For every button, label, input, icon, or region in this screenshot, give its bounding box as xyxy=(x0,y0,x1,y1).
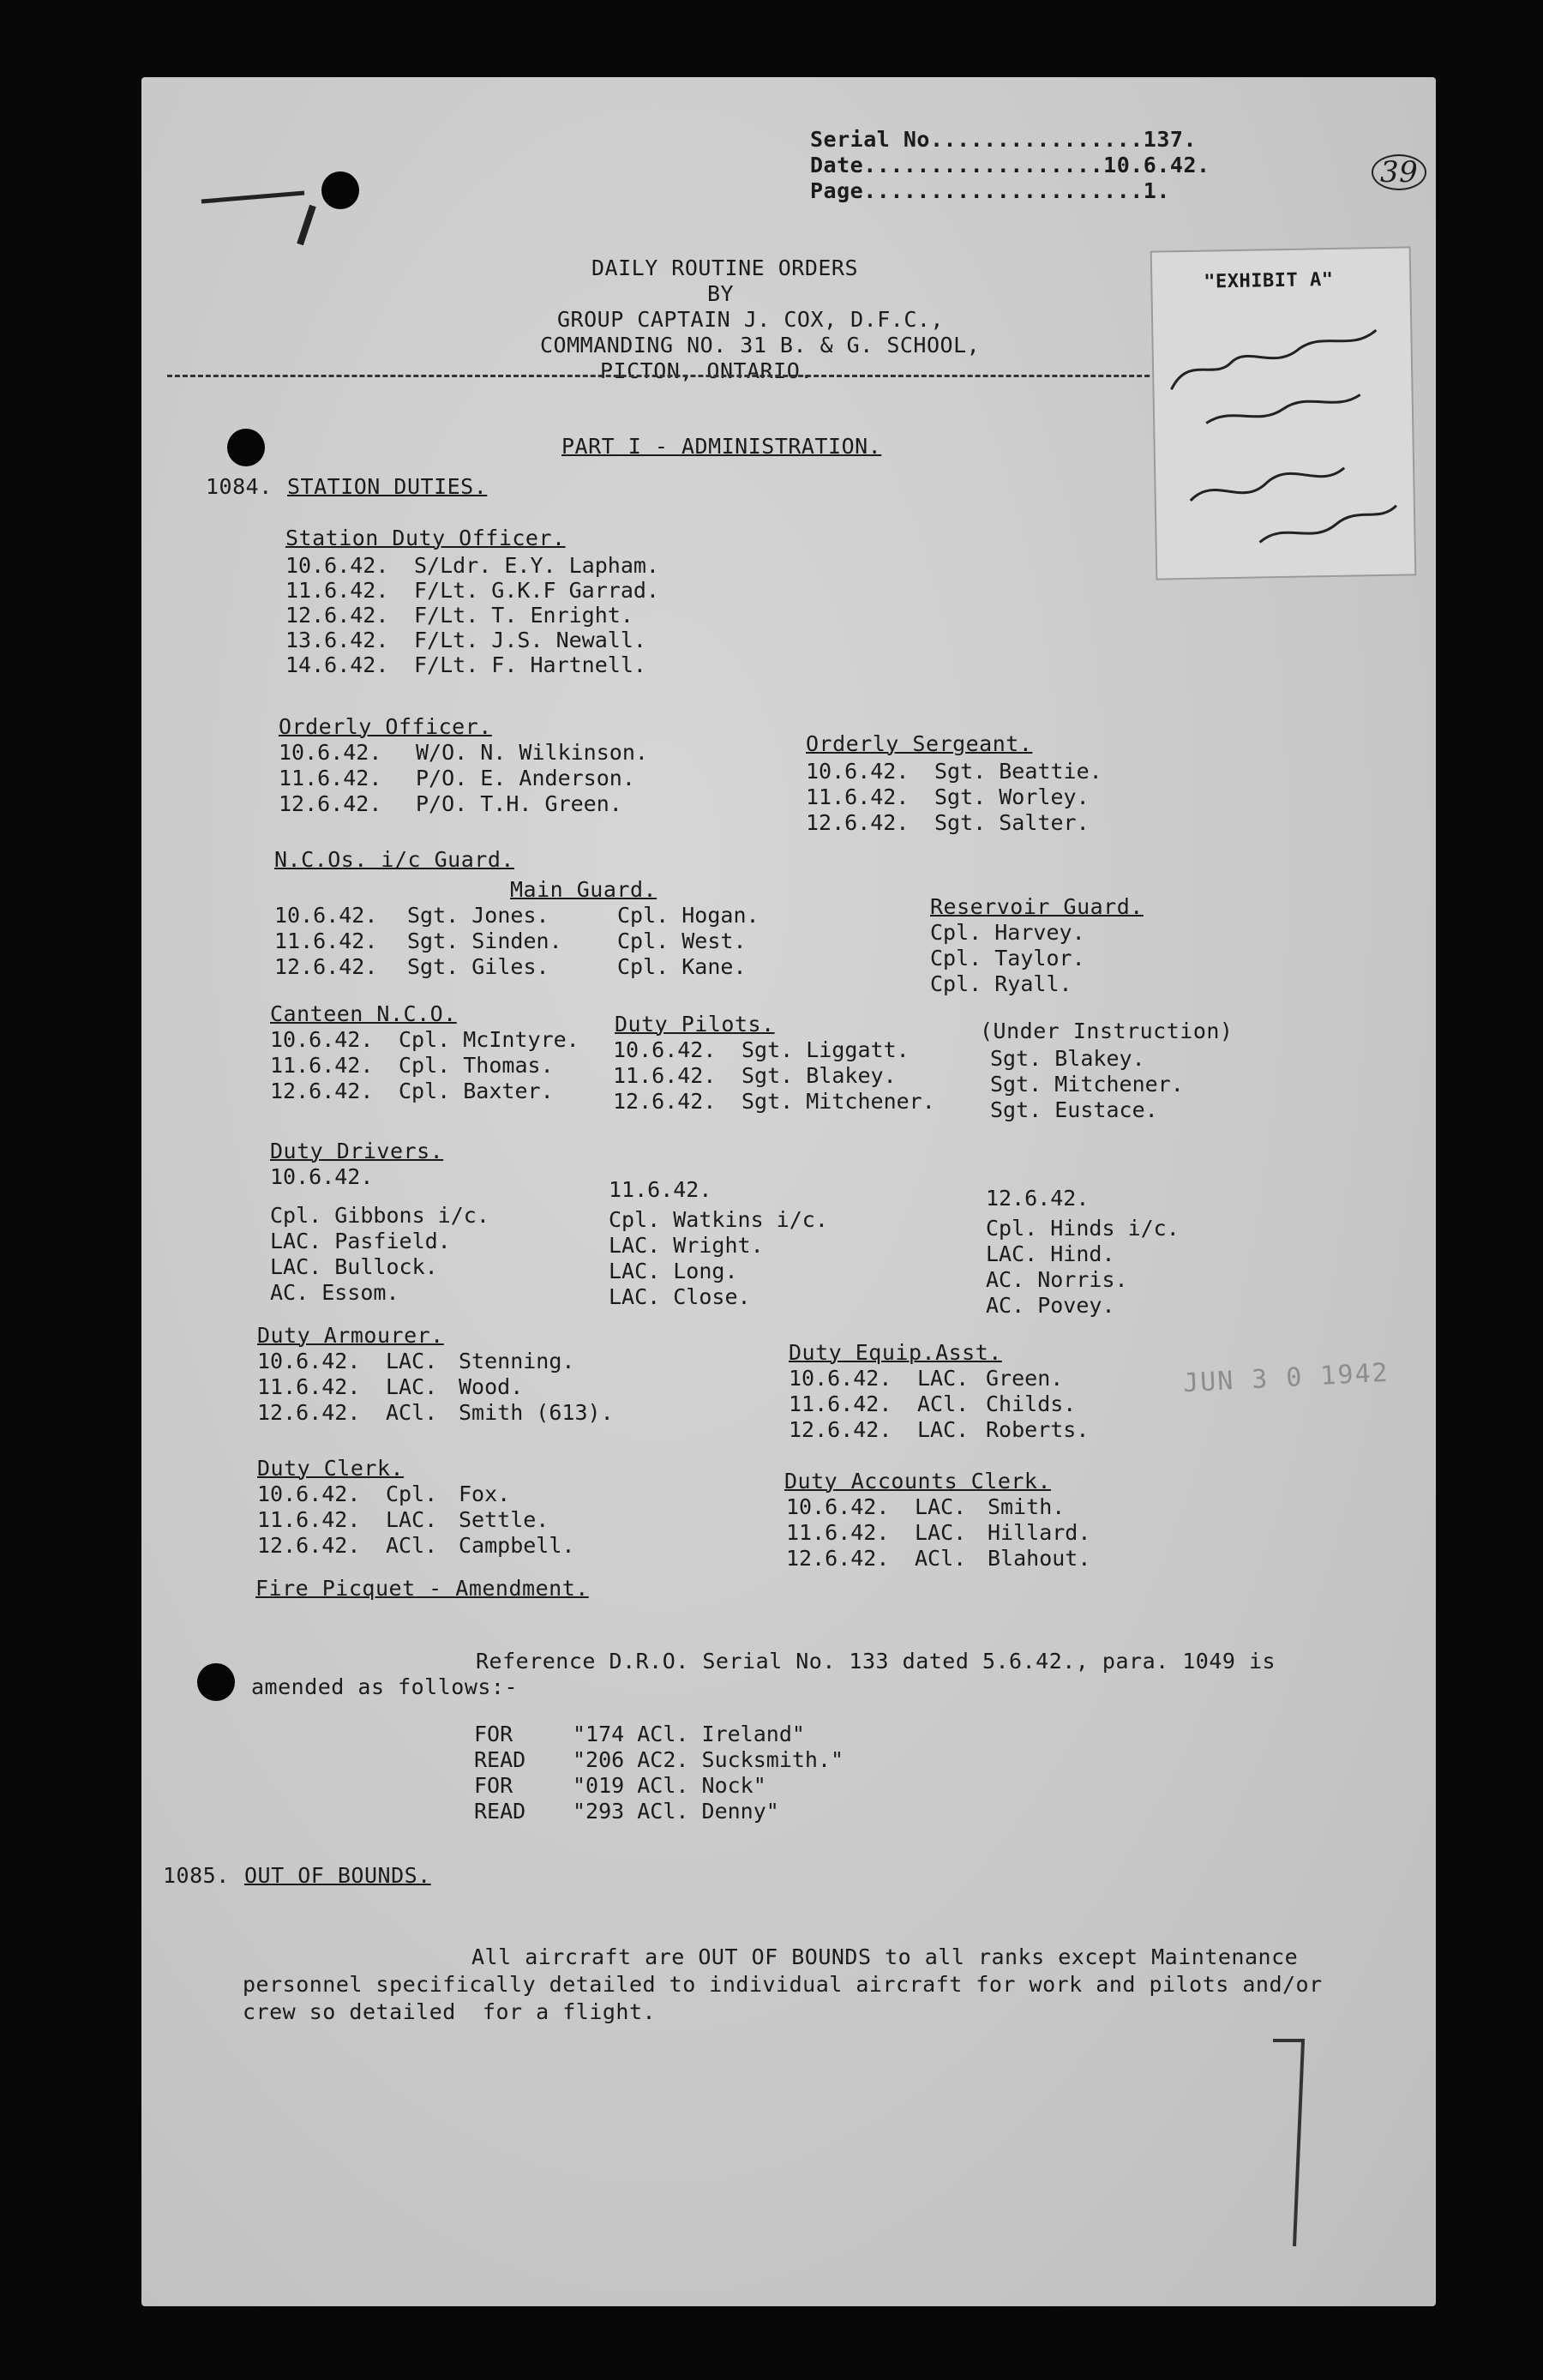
list-item: 12.6.42. ACl. Smith (613). xyxy=(257,1400,614,1425)
list-item: Cpl. Watkins i/c. xyxy=(609,1207,828,1232)
list-item: 12.6.42. P/O. T.H. Green. xyxy=(279,791,622,816)
dashed-separator xyxy=(167,375,1196,377)
list-item: 11.6.42. LAC. Hillard. xyxy=(786,1520,1091,1545)
duty-equip-heading: Duty Equip.Asst. xyxy=(789,1340,1002,1365)
duty-armourer-heading: Duty Armourer. xyxy=(257,1323,444,1348)
paragraph-number-1084: 1084. xyxy=(206,474,273,499)
list-item: 10.6.42. xyxy=(270,1164,374,1189)
list-item: 12.6.42. Sgt. Mitchener. xyxy=(613,1089,935,1114)
duty-accounts-heading: Duty Accounts Clerk. xyxy=(784,1469,1052,1494)
punch-hole-middle xyxy=(227,429,265,466)
list-item: 13.6.42. F/Lt. J.S. Newall. xyxy=(285,628,646,652)
date-label: Date..................10.6.42. xyxy=(810,153,1210,177)
punch-hole-lower xyxy=(197,1663,235,1701)
document-page xyxy=(141,77,1436,2306)
list-item: AC. Norris. xyxy=(986,1267,1128,1292)
list-item: LAC. Bullock. xyxy=(270,1254,438,1279)
list-item: 10.6.42. Cpl. McIntyre. xyxy=(270,1027,579,1052)
station-duty-officer-heading: Station Duty Officer. xyxy=(285,526,566,550)
list-item: LAC. Pasfield. xyxy=(270,1229,451,1253)
received-date-stamp: JUN 3 0 1942 xyxy=(1182,1357,1390,1399)
guard-heading: N.C.Os. i/c Guard. xyxy=(274,847,514,872)
out-of-bounds-line-3: crew so detailed for a flight. xyxy=(243,1999,657,2024)
out-of-bounds-line-1: All aircraft are OUT OF BOUNDS to all ranks except Maintenance xyxy=(471,1944,1299,1969)
list-item: Cpl. Harvey. xyxy=(930,920,1085,945)
list-item: 11.6.42. ACl. Childs. xyxy=(789,1391,1077,1416)
list-item: 11.6.42. Sgt. Blakey. xyxy=(613,1063,897,1088)
margin-bracket-mark xyxy=(1256,2023,1324,2263)
list-item: 11.6.42. F/Lt. G.K.F Garrad. xyxy=(285,578,659,603)
main-guard-heading: Main Guard. xyxy=(510,877,657,902)
list-item: 12.6.42. xyxy=(986,1186,1090,1211)
list-item: READ "293 ACl. Denny" xyxy=(474,1799,779,1824)
list-item: Sgt. Blakey. xyxy=(990,1046,1145,1071)
list-item: 10.6.42. W/O. N. Wilkinson. xyxy=(279,740,648,765)
list-item: 11.6.42. Sgt. Worley. xyxy=(806,784,1090,809)
list-item: FOR "174 ACl. Ireland" xyxy=(474,1722,805,1746)
list-item: 10.6.42. LAC. Stenning. xyxy=(257,1349,575,1373)
folio-number: 39 xyxy=(1372,154,1426,190)
list-item: Sgt. Eustace. xyxy=(990,1097,1158,1122)
orderly-sergeant-heading: Orderly Sergeant. xyxy=(806,731,1033,756)
exhibit-note xyxy=(1150,246,1417,580)
canteen-nco-heading: Canteen N.C.O. xyxy=(270,1001,457,1026)
serial-label: Serial No................137. xyxy=(810,127,1198,152)
list-item: 11.6.42. LAC. Wood. xyxy=(257,1374,524,1399)
list-item: Sgt. Mitchener. xyxy=(990,1072,1184,1097)
orderly-officer-heading: Orderly Officer. xyxy=(279,714,492,739)
list-item: LAC. Long. xyxy=(609,1259,738,1283)
list-item: 10.6.42. LAC. Green. xyxy=(789,1366,1064,1391)
list-item: 12.6.42. LAC. Roberts. xyxy=(789,1417,1090,1442)
list-item: LAC. Wright. xyxy=(609,1233,764,1258)
fire-picquet-amended: amended as follows:- xyxy=(251,1674,519,1699)
list-item: 11.6.42. Sgt. Sinden. Cpl. West. xyxy=(274,929,747,953)
duty-clerk-heading: Duty Clerk. xyxy=(257,1456,405,1481)
paragraph-number-1085: 1085. xyxy=(163,1863,230,1888)
list-item: 10.6.42. Sgt. Liggatt. xyxy=(613,1037,910,1062)
list-item: READ "206 AC2. Sucksmith." xyxy=(474,1747,844,1772)
list-item: 10.6.42. Cpl. Fox. xyxy=(257,1481,511,1506)
handwriting-scribble xyxy=(1152,248,1415,578)
list-item: 12.6.42. Cpl. Baxter. xyxy=(270,1079,554,1103)
title-line-5: PICTON, ONTARIO. xyxy=(600,358,814,383)
list-item: 11.6.42. Cpl. Thomas. xyxy=(270,1053,554,1078)
list-item: Cpl. Ryall. xyxy=(930,971,1072,996)
list-item: 11.6.42. xyxy=(609,1177,712,1202)
list-item: AC. Essom. xyxy=(270,1280,399,1305)
under-instruction-heading: (Under Instruction) xyxy=(980,1019,1234,1043)
list-item: FOR "019 ACl. Nock" xyxy=(474,1773,766,1798)
station-duties-heading: STATION DUTIES. xyxy=(287,474,488,499)
list-item: 12.6.42. Sgt. Salter. xyxy=(806,810,1090,835)
list-item: 10.6.42. Sgt. Beattie. xyxy=(806,759,1102,784)
list-item: LAC. Close. xyxy=(609,1284,751,1309)
fire-picquet-heading: Fire Picquet - Amendment. xyxy=(255,1576,589,1601)
list-item: Cpl. Taylor. xyxy=(930,946,1085,971)
title-line-4: COMMANDING NO. 31 B. & G. SCHOOL, xyxy=(540,333,981,358)
ink-mark-top-left xyxy=(176,154,347,257)
title-line-2: BY xyxy=(707,281,735,306)
part-heading: PART I - ADMINISTRATION. xyxy=(561,434,882,459)
list-item: Cpl. Gibbons i/c. xyxy=(270,1203,489,1228)
out-of-bounds-heading: OUT OF BOUNDS. xyxy=(244,1863,431,1888)
list-item: 10.6.42. Sgt. Jones. Cpl. Hogan. xyxy=(274,903,759,928)
duty-drivers-heading: Duty Drivers. xyxy=(270,1139,444,1163)
list-item: 10.6.42. S/Ldr. E.Y. Lapham. xyxy=(285,553,659,578)
list-item: LAC. Hind. xyxy=(986,1241,1115,1266)
reservoir-guard-heading: Reservoir Guard. xyxy=(930,894,1144,919)
list-item: AC. Povey. xyxy=(986,1293,1115,1318)
list-item: 14.6.42. F/Lt. F. Hartnell. xyxy=(285,652,646,677)
fire-picquet-reference: Reference D.R.O. Serial No. 133 dated 5.6.42., para. 1049 is xyxy=(476,1649,1276,1674)
title-line-1: DAILY ROUTINE ORDERS xyxy=(591,255,859,280)
list-item: 12.6.42. ACl. Blahout. xyxy=(786,1546,1091,1571)
list-item: 11.6.42. P/O. E. Anderson. xyxy=(279,766,635,790)
out-of-bounds-line-2: personnel specifically detailed to individual aircraft for work and pilots and/or xyxy=(243,1972,1323,1997)
exhibit-label: "EXHIBIT A" xyxy=(1204,268,1334,293)
list-item: 12.6.42. F/Lt. T. Enright. xyxy=(285,603,633,628)
list-item: 11.6.42. LAC. Settle. xyxy=(257,1507,549,1532)
list-item: 12.6.42. ACl. Campbell. xyxy=(257,1533,575,1558)
page-label: Page.....................1. xyxy=(810,178,1170,203)
title-line-3: GROUP CAPTAIN J. COX, D.F.C., xyxy=(557,307,944,332)
list-item: Cpl. Hinds i/c. xyxy=(986,1216,1180,1241)
list-item: 10.6.42. LAC. Smith. xyxy=(786,1494,1066,1519)
list-item: 12.6.42. Sgt. Giles. Cpl. Kane. xyxy=(274,954,747,979)
duty-pilots-heading: Duty Pilots. xyxy=(615,1012,775,1037)
